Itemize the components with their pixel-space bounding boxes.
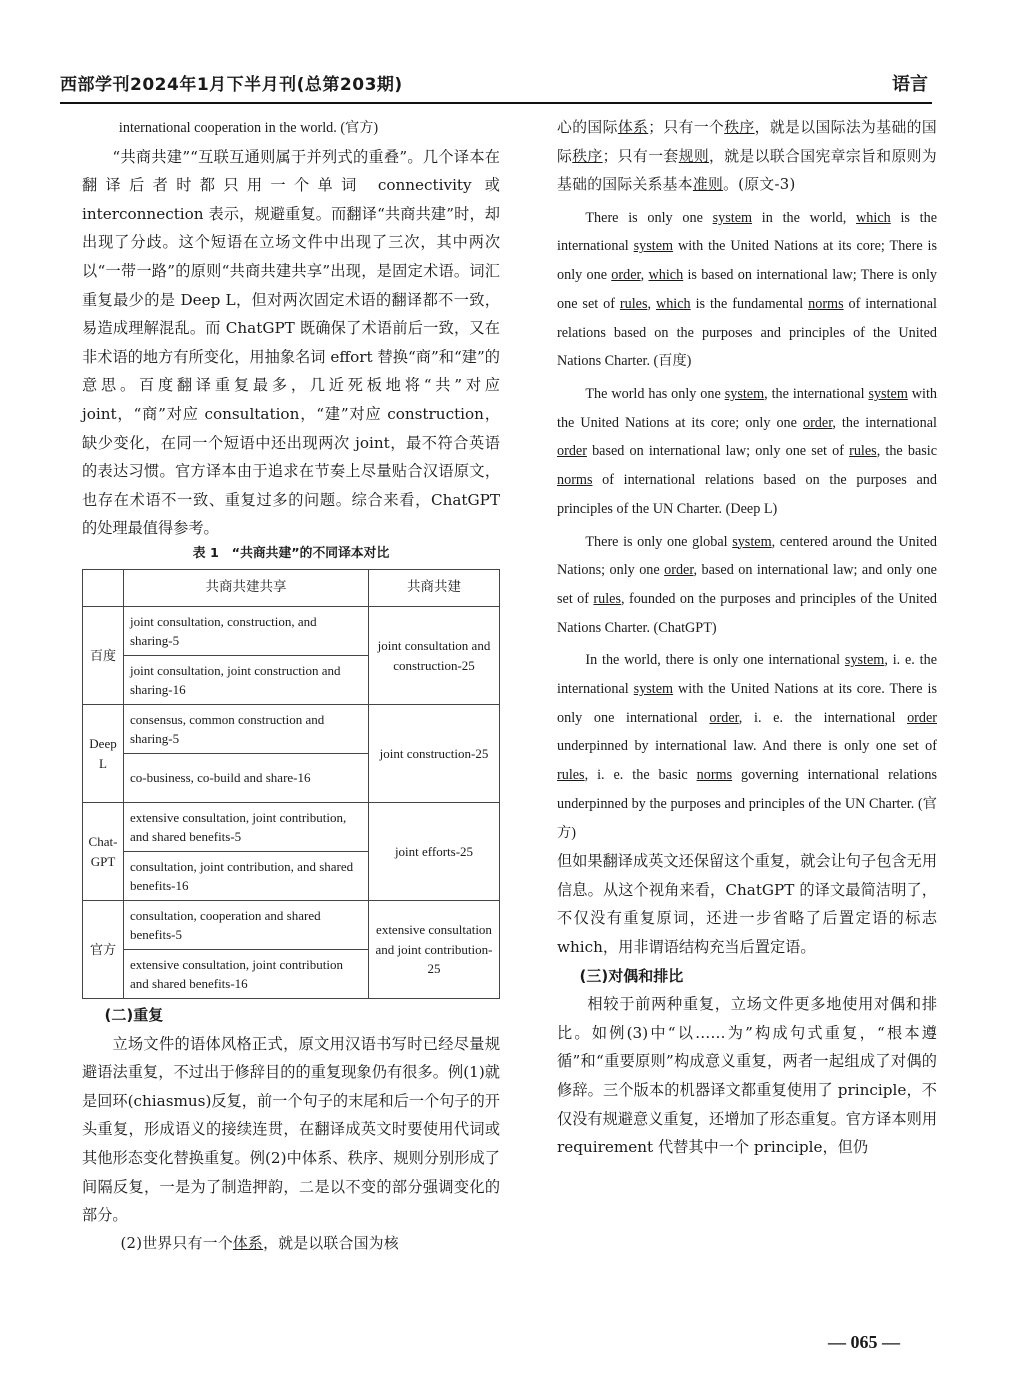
table-cell: co-business, co-build and share-16: [124, 754, 369, 803]
table-cell: joint consultation, joint construction and sharing-16: [124, 656, 369, 705]
table-row: [83, 901, 500, 950]
page-number: — 065 —: [828, 1332, 900, 1352]
translation-chatgpt: There is only one global system, centered around the United Nations; only one order, based on international law; and only one set of rules, founded on the purposes and principles of the United Nations Charter. (ChatGPT): [557, 533, 937, 636]
translation-comparison-table: [82, 569, 500, 999]
table-header-cell: [83, 570, 124, 607]
example-2-start: (2)世界只有一个体系，就是以联合国为核: [120, 1234, 399, 1252]
group-baidu: 百度: [83, 607, 124, 705]
group-chatgpt: Chat-GPT: [83, 803, 124, 901]
right-column: [557, 114, 937, 1162]
section-heading-repetition: (二)重复: [104, 1006, 164, 1025]
table-cell: consultation, cooperation and shared benefits-5: [124, 901, 369, 950]
example-2-source: 心的国际体系；只有一个秩序，就是以国际法为基础的国际秩序；只有一套规则，就是以联合国宪章宗旨和原则为基础的国际关系基本准则。(原文-3): [557, 119, 937, 194]
table-row: [83, 607, 500, 656]
journal-title: 西部学刊2024年1月下半月刊(总第203期): [60, 75, 403, 95]
table-cell: consensus, common construction and sharing-5: [124, 705, 369, 754]
group-official: 官方: [83, 901, 124, 999]
translation-baidu: There is only one system in the world, which is the international system with the United Nations at its core; There is only one order, which is based on international law; There is only one set of rules, which is the fundamental norms of international relations based on the purposes and principles of the United Nations Charter. (百度): [557, 209, 938, 370]
running-header: [60, 66, 932, 104]
paragraph-end-fragment: international cooperation in the world. (官方): [118, 120, 379, 136]
merged-cell: joint consultation and construction-25: [369, 607, 500, 705]
table-cell: extensive consultation, joint contribution and shared benefits-16: [124, 950, 369, 999]
table-header-cell: 共商共建: [369, 570, 500, 607]
merged-cell: joint efforts-25: [369, 803, 500, 901]
translation-official: In the world, there is only one international system, i. e. the international system with the United Nations at its core. There is only one international order, i. e. the international order underpinned by international law. And there is only one set of rules, i. e. the basic norms governing international relations underpinned by the purposes and principles of the UN Charter. (官方): [557, 652, 937, 841]
table-cell: joint consultation, construction, and sharing-5: [124, 607, 369, 656]
left-column: [82, 114, 500, 1258]
table-cell: extensive consultation, joint contribution, and shared benefits-5: [124, 803, 369, 852]
group-deepl: Deep L: [83, 705, 124, 803]
merged-cell: joint construction-25: [369, 705, 500, 803]
paragraph-repetition: 立场文件的语体风格正式，原文用汉语书写时已经尽量规避语法重复，不过出于修辞目的的重复现象仍有很多。例(1)就是回环(chiasmus)反复，前一个句子的末尾和后一个句子的开头重复，形成语义的接续连贯，在翻译成英文时要使用代词或其他形态变化替换重复。例(2)中体系、秩序、规则分别形成了间隔反复，一是为了制造押韵，二是以不变的部分强调变化的部分。: [82, 1034, 500, 1225]
table-row: [83, 705, 500, 754]
table-header-row: [83, 570, 500, 607]
merged-cell: extensive consultation and joint contribution-25: [369, 901, 500, 999]
table-cell: consultation, joint contribution, and shared benefits-16: [124, 852, 369, 901]
table-header-cell: 共商共建共享: [124, 570, 369, 607]
paragraph-coconstruction-analysis: “共商共建”“互联互通则属于并列式的重叠”。几个译本在翻译后者时都只用一个单词 connectivity 或 interconnection 表示，规避重复。而翻译“共商共建”时，却出现了分歧。这个短语在立场文件中出现了三次，其中两次以“一带一路”的原则“共商共建共享”出现，是固定术语。词汇重复最少的是 Deep L，但对两次固定术语的翻译都不一致，易造成理解混乱。而 ChatGPT 既确保了术语前后一致，又在非术语的地方有所变化，用抽象名词 effort 替换“商”和“建”的意思。百度翻译重复最多，几近死板地将“共”对应 joint，“商”对应 consultation，“建”对应 construction，缺少变化，在同一个短语中还出现两次 joint，最不符合英语的表达习惯。官方译本由于追求在节奏上尽量贴合汉语原文，也存在术语不一致、重复过多的问题。综合来看，ChatGPT 的处理最值得参考。: [82, 147, 500, 538]
paragraph-parallelism: 相较于前两种重复，立场文件更多地使用对偶和排比。如例(3)中“以……为”构成句式重复，“根本遵循”和“重要原则”构成意义重复，两者一起组成了对偶的修辞。三个版本的机器译文都重复使用了 principle，不仅没有规避意义重复，还增加了形态重复。官方译本则用 requirement 代替其中一个 principle，但仍: [557, 995, 937, 1157]
paragraph-chatgpt-conclusion: 但如果翻译成英文还保留这个重复，就会让句子包含无用信息。从这个视角来看，ChatGPT 的译文最简洁明了，不仅没有重复原词，还进一步省略了后置定语的标志 which，用非谓语结构充当后置定语。: [557, 852, 937, 957]
section-heading-parallelism: (三)对偶和排比: [579, 966, 684, 985]
table-row: [83, 803, 500, 852]
section-label: 语言: [892, 74, 928, 95]
table-caption: 表 1 “共商共建”的不同译本对比: [192, 546, 390, 562]
translation-deepl: The world has only one system, the international system with the United Nations at its core; only one order, the international order based on international law; only one set of rules, the basic norms of international relations based on the purposes and principles of the UN Charter. (Deep L): [557, 386, 937, 517]
